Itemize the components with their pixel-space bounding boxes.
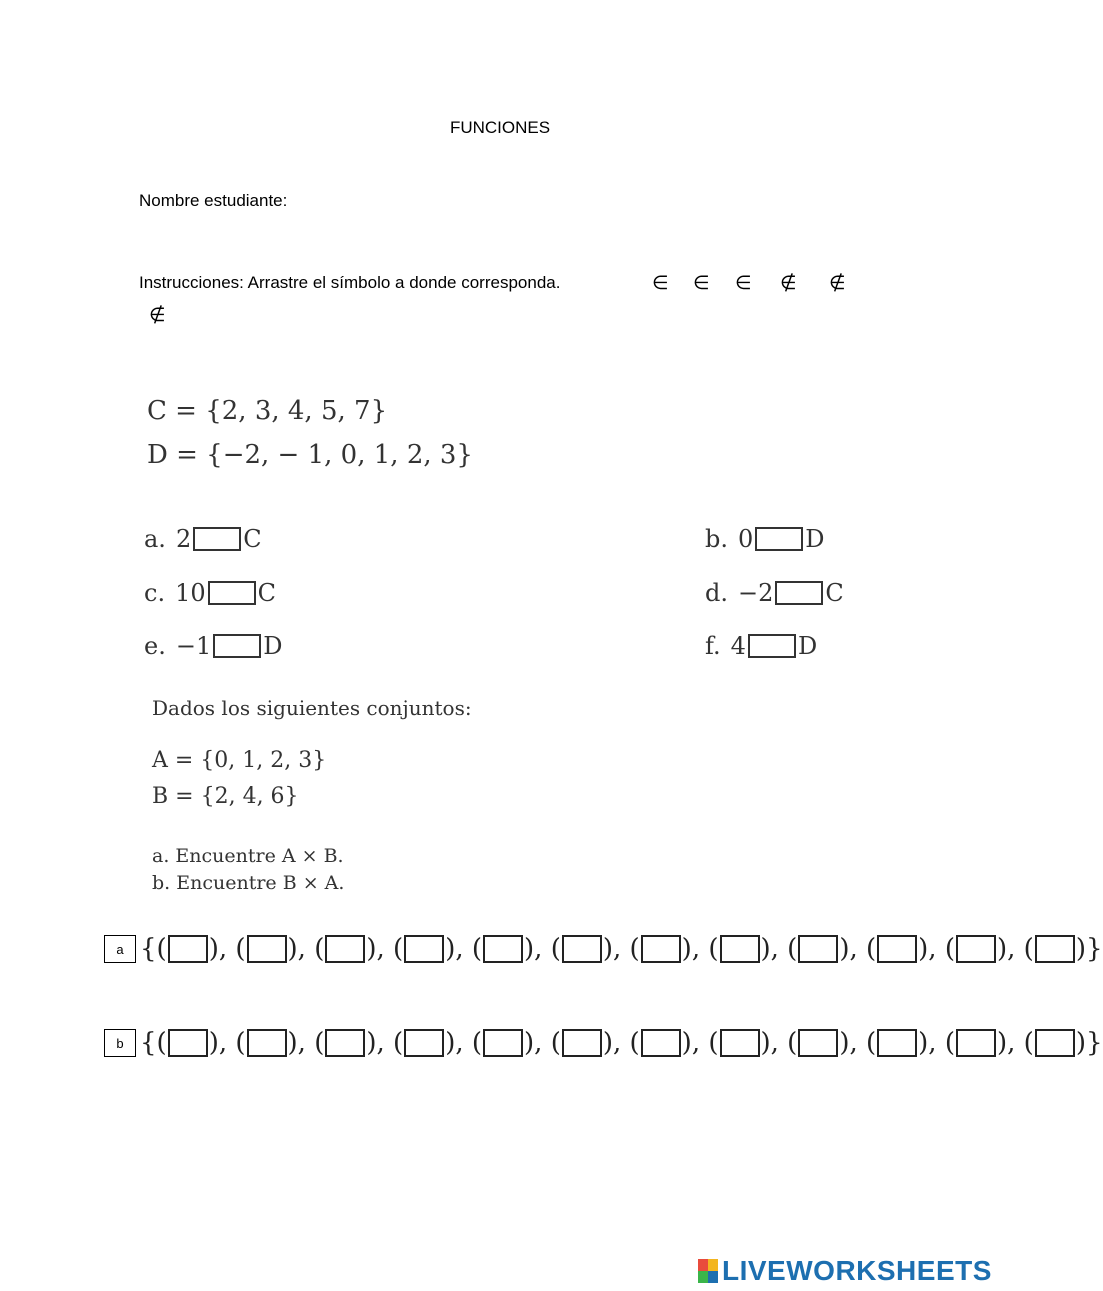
pair-separator: ), ( (287, 934, 325, 964)
pair-input[interactable] (168, 935, 208, 963)
exercise-f (705, 632, 817, 660)
pair-input[interactable] (641, 935, 681, 963)
pair-separator: ), ( (839, 934, 877, 964)
pair-separator: ), ( (524, 934, 561, 964)
pair-separator: ), ( (602, 1028, 640, 1058)
drag-symbol-not-element-of[interactable]: ∉ (780, 273, 797, 294)
pair-input[interactable] (404, 1029, 444, 1057)
exercise-b (705, 525, 825, 553)
exercise-set: D (805, 525, 825, 553)
pair-separator: ), ( (681, 1028, 719, 1058)
open-brace: { (140, 934, 157, 964)
exercise-letter: f. (705, 632, 721, 660)
answer-row-label: b (104, 1029, 136, 1057)
pair-separator: ), ( (524, 1028, 561, 1058)
exercise-letter: c. (144, 579, 166, 607)
exercise-element: 4 (730, 632, 746, 660)
symbol-drop-box[interactable] (213, 634, 261, 658)
pair-input[interactable] (1035, 1029, 1075, 1057)
logo-square-blue (708, 1271, 718, 1283)
exercise-d (705, 579, 844, 607)
open-brace: { (140, 1028, 157, 1058)
exercise-c (144, 579, 276, 607)
exercise-element: −1 (175, 632, 212, 660)
pair-input[interactable] (798, 1029, 838, 1057)
pair-input[interactable] (877, 935, 917, 963)
answer-row-label: a (104, 935, 136, 963)
exercise-element: 0 (738, 525, 754, 553)
pair-separator: ), ( (918, 1028, 955, 1058)
pair-input[interactable] (247, 1029, 287, 1057)
exercise-element: −2 (738, 579, 774, 607)
drag-symbol-not-element-of[interactable]: ∉ (829, 273, 846, 294)
set-d-definition: D = {−2, − 1, 0, 1, 2, 3} (147, 440, 473, 470)
pair-input[interactable] (325, 1029, 365, 1057)
drag-symbol-element-of[interactable]: ∈ (652, 273, 669, 294)
pair-input[interactable] (404, 935, 444, 963)
exercise-letter: b. (705, 525, 728, 553)
exercise-set: C (257, 579, 276, 607)
brand-name: LIVEWORKSHEETS (722, 1255, 992, 1286)
drag-symbol-element-of[interactable]: ∈ (693, 273, 710, 294)
pair-separator: ), ( (602, 934, 640, 964)
pair-separator: ), ( (839, 1028, 877, 1058)
close-paren-brace: )} (1075, 1028, 1103, 1058)
pair-separator: ), ( (681, 934, 719, 964)
symbol-drop-box[interactable] (748, 634, 796, 658)
pair-separator: ), ( (918, 934, 955, 964)
symbol-drop-box[interactable] (208, 581, 256, 605)
pair-input[interactable] (956, 935, 996, 963)
set-b-definition: B = {2, 4, 6} (152, 784, 299, 809)
pair-input[interactable] (641, 1029, 681, 1057)
pair-input[interactable] (247, 935, 287, 963)
symbol-drop-box[interactable] (775, 581, 823, 605)
exercise-letter: e. (144, 632, 166, 660)
pair-separator: ), ( (996, 934, 1034, 964)
exercise-letter: a. (144, 525, 166, 553)
logo-square-red (698, 1259, 708, 1271)
pair-input[interactable] (720, 1029, 760, 1057)
pair-separator: ), ( (445, 1028, 483, 1058)
open-paren: ( (156, 1028, 167, 1058)
liveworksheets-icon (698, 1259, 718, 1283)
exercise-element: 10 (175, 579, 206, 607)
pair-separator: ), ( (996, 1028, 1034, 1058)
pair-input[interactable] (1035, 935, 1075, 963)
page-title: FUNCIONES (449, 118, 551, 137)
given-sets-heading: Dados los siguientes conjuntos: (152, 696, 472, 720)
task-b: b. Encuentre B × A. (152, 872, 345, 894)
instructions-text: Instrucciones: Arrastre el símbolo a donde corresponda. (139, 273, 561, 292)
pair-input[interactable] (168, 1029, 208, 1057)
exercise-set: C (243, 525, 262, 553)
symbol-drop-box[interactable] (193, 527, 241, 551)
pair-separator: ), ( (208, 1028, 246, 1058)
exercise-set: D (263, 632, 283, 660)
open-paren: ( (156, 934, 167, 964)
pair-separator: ), ( (445, 934, 483, 964)
pair-input[interactable] (956, 1029, 996, 1057)
symbol-drop-box[interactable] (755, 527, 803, 551)
pair-input[interactable] (877, 1029, 917, 1057)
pair-input[interactable] (483, 1029, 523, 1057)
drag-symbol-element-of[interactable]: ∈ (735, 273, 752, 294)
liveworksheets-logo (698, 1255, 992, 1287)
pair-separator: ), ( (366, 934, 404, 964)
exercise-element: 2 (175, 525, 192, 553)
pair-separator: ), ( (208, 934, 246, 964)
logo-square-yellow (708, 1259, 718, 1271)
pair-input[interactable] (720, 935, 760, 963)
set-c-definition: C = {2, 3, 4, 5, 7} (147, 396, 388, 426)
set-a-definition: A = {0, 1, 2, 3} (152, 748, 327, 773)
exercise-set: D (797, 632, 818, 660)
answer-row-a (104, 934, 1103, 964)
pair-separator: ), ( (287, 1028, 325, 1058)
pair-separator: ), ( (760, 1028, 798, 1058)
task-a: a. Encuentre A × B. (152, 845, 344, 867)
pair-separator: ), ( (366, 1028, 404, 1058)
pair-separator: ), ( (760, 934, 798, 964)
student-name-label: Nombre estudiante: (139, 191, 288, 210)
pair-input[interactable] (325, 935, 365, 963)
pair-input[interactable] (562, 935, 602, 963)
exercise-e (144, 632, 282, 660)
pair-input[interactable] (483, 935, 523, 963)
logo-square-green (698, 1271, 708, 1283)
pair-input[interactable] (562, 1029, 602, 1057)
drag-symbol-not-element-of[interactable]: ∉ (149, 305, 166, 326)
pair-input[interactable] (798, 935, 838, 963)
exercise-set: C (825, 579, 844, 607)
exercise-a (144, 525, 262, 553)
close-paren-brace: )} (1075, 934, 1103, 964)
answer-row-b (104, 1028, 1103, 1058)
exercise-letter: d. (705, 579, 728, 607)
